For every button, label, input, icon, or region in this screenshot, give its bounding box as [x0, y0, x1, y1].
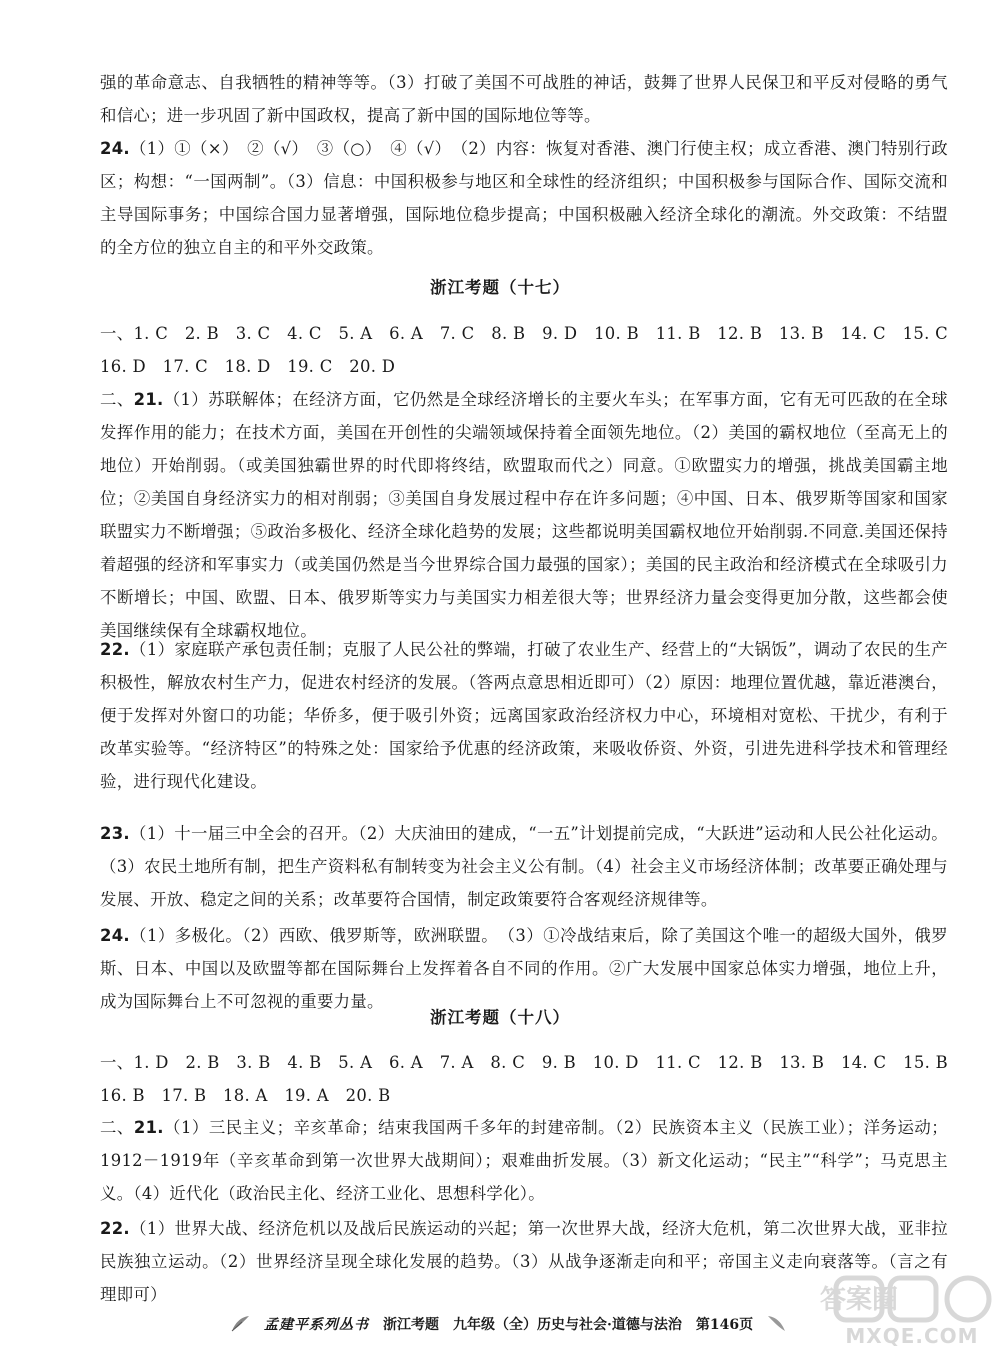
paragraph-q24-prev: 24.（1）①（×） ②（√） ③（○） ④（√） （2）内容：恢复对香港、澳门行使主权；成立香港、澳门特别行政区；构想：“一国两制”。（3）信息：中国积极参与地区和全球性的经济组织；中国积极参与国际合作、国际交流和主导国际事务；中国综合国力显著增强，国际地位稳步提高；中国积极融入经济全球化的潮流。外交政策：不结盟的全方位的独立自主的和平外交政策。 [100, 139, 948, 257]
footer-subject: 九年级（全）历史与社会·道德与法治 [453, 1317, 682, 1333]
question-number: 22. [100, 640, 130, 659]
question-number: 24. [100, 139, 130, 158]
choice-answers-17: 一、1. C 2. B 3. C 4. C 5. A 6. A 7. C 8. B 9. D 10. B 11. B 12. B 13. B 14. C 15. C 16. D 17. C 18. D 19. C 20. D [100, 324, 965, 376]
footer-book: 浙江考题 [383, 1317, 439, 1333]
paragraph-s17-q23: 23.（1）十一届三中全会的召开。（2）大庆油田的建成，“一五”计划提前完成，“大跃进”运动和人民公社化运动。（3）农民土地所有制，把生产资料私有制转变为社会主义公有制。（4）社会主义市场经济体制；改革要正确处理与发展、开放、稳定之间的关系；改革要符合国情，制定政策要符合客观经济规律等。 [100, 824, 948, 909]
question-number: 24. [100, 926, 130, 945]
page-footer [230, 1312, 810, 1336]
paragraph-s18-q22: 22.（1）世界大战、经济危机以及战后民族运动的兴起；第一次世界大战，经济大危机，第二次世界大战，亚非拉民族独立运动。（2）世界经济呈现全球化发展的趋势。（3）从战争逐渐走向和平；帝国主义走向衰落等。（言之有理即可） [100, 1219, 948, 1304]
watermark-logo [819, 1274, 994, 1324]
paragraph-s18-q21: 二、21.（1）三民主义；辛亥革命；结束我国两千多年的封建帝制。（2）民族资本主义（民族工业）；洋务运动；1912－1919年（辛亥革命到第一次世界大战期间）；艰难曲折发展。（3）新文化运动；“民主”“科学”；马克思主义。（4）近代化（政治民主化、经济工业化、思想科学化）。 [100, 1118, 948, 1203]
question-number: 23. [100, 824, 130, 843]
question-number: 21. [133, 1118, 164, 1137]
choice-answers-18: 一、1. D 2. B 3. B 4. B 5. A 6. A 7. A 8. C 9. B 10. D 11. C 12. B 13. B 14. C 15. B 16. B 17. B 18. A 19. A 20. B [100, 1053, 965, 1105]
question-number: 22. [100, 1219, 130, 1238]
paragraph-s17-q22: 22.（1）家庭联产承包责任制；克服了人民公社的弊端，打破了农业生产、经营上的“大锅饭”，调动了农民的生产积极性，解放农村生产力，促进农村经济的发展。（答两点意思相近即可）（2）原因：地理位置优越，靠近港澳台，便于发挥对外窗口的功能；华侨多，便于吸引外资；远离国家政治经济权力中心，环境相对宽松、干扰少，有利于改革实验等。“经济特区”的特殊之处：国家给予优惠的经济政策，来吸收侨资、外资，引进先进科学技术和管理经验，进行现代化建设。 [100, 640, 948, 791]
leaf-ornament-icon [767, 1315, 787, 1333]
section-heading-18: 浙江考题（十八） [430, 1008, 570, 1027]
watermark [819, 1274, 994, 1354]
paragraph-s17-q24: 24.（1）多极化。（2）西欧、俄罗斯等，欧洲联盟。 （3）①冷战结束后，除了美国这个唯一的超级大国外，俄罗斯、日本、中国以及欧盟等都在国际舞台上发挥着各自不同的作用。②广大发展中国家总体实力增强，地位上升，成为国际舞台上不可忽视的重要力量。 [100, 926, 948, 1011]
footer-page-number: 第146页 [695, 1317, 754, 1333]
question-number: 21. [133, 390, 164, 409]
footer-series: 孟建平系列丛书 [264, 1317, 369, 1333]
paragraph-s17-q21: 二、21.（1）苏联解体；在经济方面，它仍然是全球经济增长的主要火车头；在军事方面，它有无可匹敌的在全球发挥作用的能力；在技术方面，美国在开创性的尖端领域保持着全面领先地位。（2）美国的霸权地位（至高无上的地位）开始削弱。（或美国独霸世界的时代即将终结，欧盟取而代之）同意。①欧盟实力的增强，挑战美国霸主地位；②美国自身经济实力的相对削弱；③美国自身发展过程中存在许多问题；④中国、日本、俄罗斯等国家和国家联盟实力不断增强；⑤政治多极化、经济全球化趋势的发展；这些都说明美国霸权地位开始削弱.不同意.美国还保持着超强的经济和军事实力（或美国仍然是当今世界综合国力最强的国家）；美国的民主政治和经济模式在全球吸引力不断增长；中国、欧盟、日本、俄罗斯等实力与美国实力相差很大等；世界经济力量会变得更加分散，这些都会使美国继续保有全球霸权地位。 [100, 390, 948, 640]
watermark-url: MXQE.COM [845, 1324, 979, 1348]
watermark-char: 答案圈 [819, 1285, 899, 1315]
paragraph-continued: 强的革命意志、自我牺牲的精神等等。（3）打破了美国不可战胜的神话，鼓舞了世界人民保卫和平反对侵略的勇气和信心；进一步巩固了新中国政权，提高了新中国的国际地位等等。 [100, 73, 948, 125]
leaf-ornament-icon [230, 1315, 250, 1333]
section-heading-17: 浙江考题（十七） [430, 278, 570, 297]
